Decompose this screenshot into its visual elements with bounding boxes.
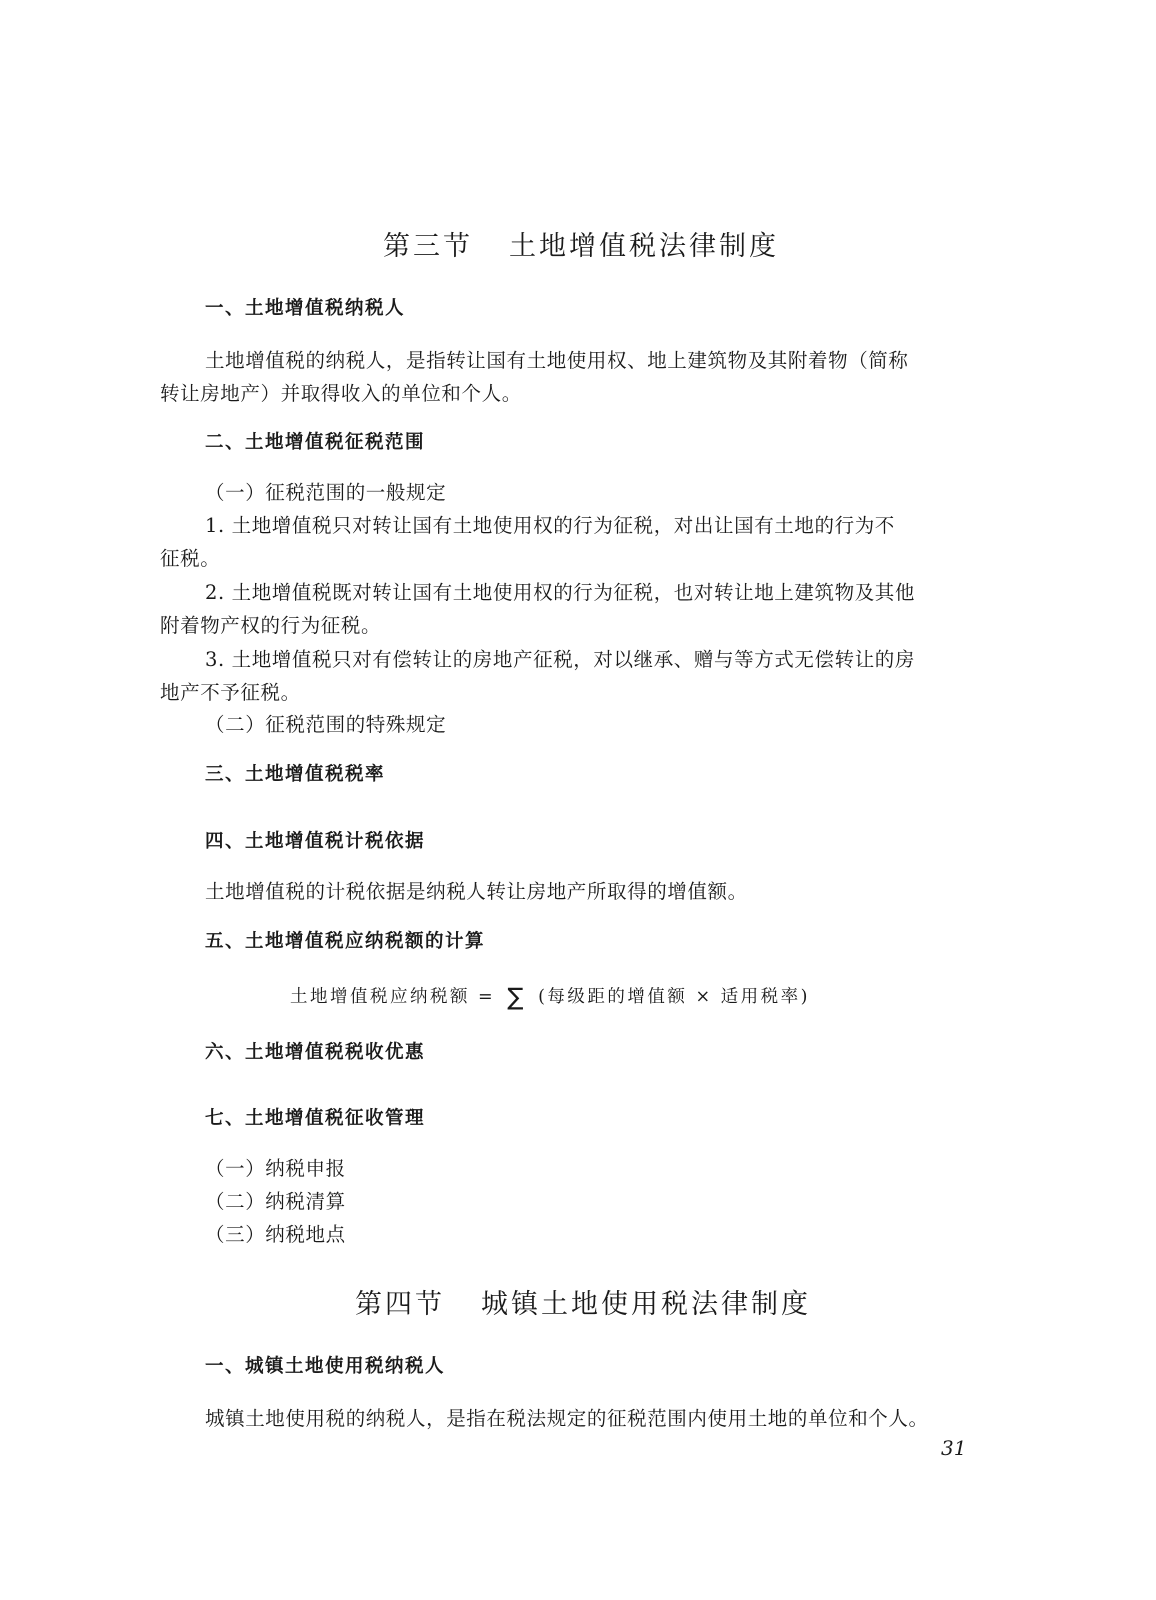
subheading-general-rules: （一）征税范围的一般规定 [205, 481, 447, 504]
heading-tax-incentives: 六、土地增值税税收优惠 [205, 1042, 426, 1063]
formula-right: (每级距的增值额 × 适用税率) [538, 987, 811, 1007]
item-3-line2: 地产不予征税。 [160, 681, 301, 704]
subheading-special-rules: （二）征税范围的特殊规定 [205, 713, 447, 736]
paragraph-urban-land-taxpayer: 城镇土地使用税的纳税人，是指在税法规定的征税范围内使用土地的单位和个人。 [205, 1407, 929, 1430]
heading-taxpayer: 一、土地增值税纳税人 [205, 298, 406, 319]
section-4-number: 第四节 [355, 1289, 445, 1320]
section-3-number: 第三节 [383, 231, 473, 262]
heading-tax-basis: 四、土地增值税计税依据 [205, 831, 426, 852]
admin-item-settlement: （二）纳税清算 [205, 1190, 346, 1213]
paragraph-taxpayer-line2: 转让房地产）并取得收入的单位和个人。 [160, 382, 522, 405]
item-2-line1: 2. 土地增值税既对转让国有土地使用权的行为征税，也对转让地上建筑物及其他 [205, 581, 916, 604]
heading-urban-land-taxpayer: 一、城镇土地使用税纳税人 [205, 1356, 446, 1377]
admin-item-location: （三）纳税地点 [205, 1223, 346, 1246]
item-1-line2: 征税。 [160, 547, 221, 570]
heading-tax-rate: 三、土地增值税税率 [205, 764, 386, 785]
paragraph-tax-basis: 土地增值税的计税依据是纳税人转让房地产所取得的增值额。 [205, 880, 748, 903]
admin-item-declaration: （一）纳税申报 [205, 1157, 346, 1180]
heading-tax-administration: 七、土地增值税征收管理 [205, 1108, 426, 1129]
heading-tax-calculation: 五、土地增值税应纳税额的计算 [205, 931, 486, 952]
section-3-title [383, 224, 779, 263]
heading-scope: 二、土地增值税征税范围 [205, 432, 426, 453]
item-1-line1: 1. 土地增值税只对转让国有土地使用权的行为征税，对出让国有土地的行为不 [205, 514, 895, 537]
formula-left: 土地增值税应纳税额 = [290, 987, 496, 1007]
tax-formula [290, 980, 811, 1011]
page-number: 31 [941, 1436, 967, 1460]
sigma-icon: ∑ [507, 983, 526, 1011]
item-2-line2: 附着物产权的行为征税。 [160, 614, 382, 637]
item-3-line1: 3. 土地增值税只对有偿转让的房地产征税，对以继承、赠与等方式无偿转让的房 [205, 648, 916, 671]
paragraph-taxpayer-line1: 土地增值税的纳税人，是指转让国有土地使用权、地上建筑物及其附着物（简称 [205, 349, 909, 372]
section-3-title-text: 土地增值税法律制度 [509, 231, 779, 262]
section-4-title-text: 城镇土地使用税法律制度 [481, 1289, 811, 1320]
section-4-title [355, 1282, 811, 1321]
